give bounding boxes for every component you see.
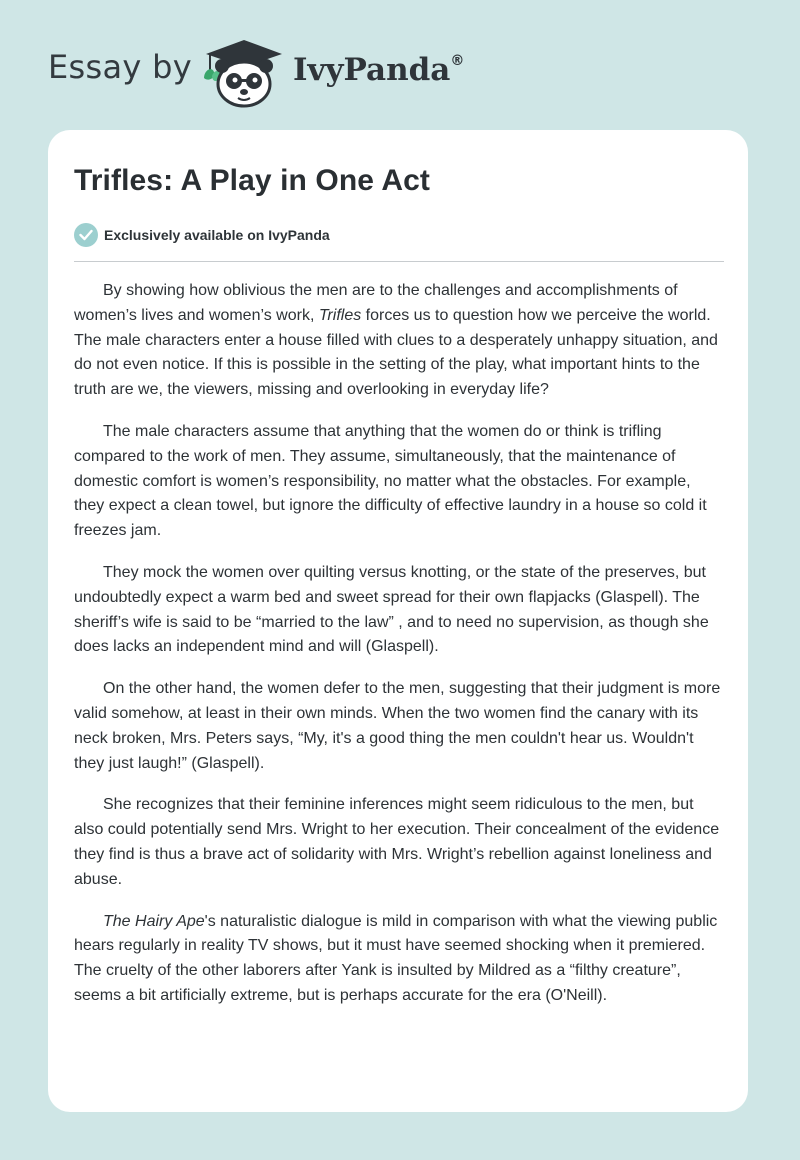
badge-label: Exclusively available on IvyPanda [104,227,330,243]
divider [74,261,724,262]
paragraph-text: forces us to question how we perceive the world. The male characters enter a house filled with clues to a desperately unhappy situation, and do not even notice. If this is possible in the setting of the play, what important hints to the truth are we, the viewers, missing and overlooking in everyday life? [74,306,718,399]
brand-name: IvyPanda [293,52,451,88]
essay-card [48,130,748,1112]
paragraph-text: By showing how oblivious the men are to the challenges and accomplishments of women’s lives and women’s work, [74,282,678,324]
paragraph: On the other hand, the women defer to the men, suggesting that their judgment is more valid somehow, at least in their own minds. When the two women find the canary with its neck broken, Mrs. Peters says, “My, it's a good thing the men couldn't hear us. Wouldn't they just laugh!” (Glaspell). [74,680,721,772]
check-icon [74,223,98,247]
ivypanda-logo-text[interactable] [293,52,464,88]
site-header [0,0,800,130]
paragraph: The male characters assume that anything that the women do or think is trifling compared to the work of men. They assume, simultaneously, that the maintenance of domestic comfort is women’s responsibility, no matter what the obstacles. For example, they expect a clean towel, but ignore the difficulty of effective laundry in a house so cold it freezes jam. [74,422,707,540]
page-title: Trifles: A Play in One Act [74,164,431,197]
essay-by-label: Essay by [48,48,192,86]
essay-body [74,279,724,1026]
paragraph: She recognizes that their feminine inferences might seem ridiculous to the men, but also could potentially send Mrs. Wright to her execution. Their concealment of the evidence they find is thus a brave act of solidarity with Mrs. Wright’s rebellion against loneliness and abuse. [74,796,720,888]
paragraph [74,910,724,1009]
paragraph: They mock the women over quilting versus knotting, or the state of the preserves, but undoubtedly expect a warm bed and sweet spread for their own flapjacks (Glaspell). The sheriff’s wife is said to be “married to the law” , and to need no supervision, as though she does lacks an independent mind and will (Glaspell). [74,563,709,656]
registered-mark: ® [450,52,465,69]
play-title-hairy-ape: The Hairy Ape [103,912,205,930]
panda-logo-icon[interactable] [200,36,288,108]
play-title-trifles: Trifles [318,306,362,324]
paragraph-text: 's naturalistic dialogue is mild in comparison with what the viewing public hears regularly in reality TV shows, but it must have seemed shocking when it premiered. The cruelty of the other laborers after Yank is insulted by Mildred as a “filthy creature”, seems a bit artificially extreme, but is perhaps accurate for the era (O'Neill). [74,912,718,1004]
paragraph [74,279,724,403]
exclusive-badge [74,222,330,248]
